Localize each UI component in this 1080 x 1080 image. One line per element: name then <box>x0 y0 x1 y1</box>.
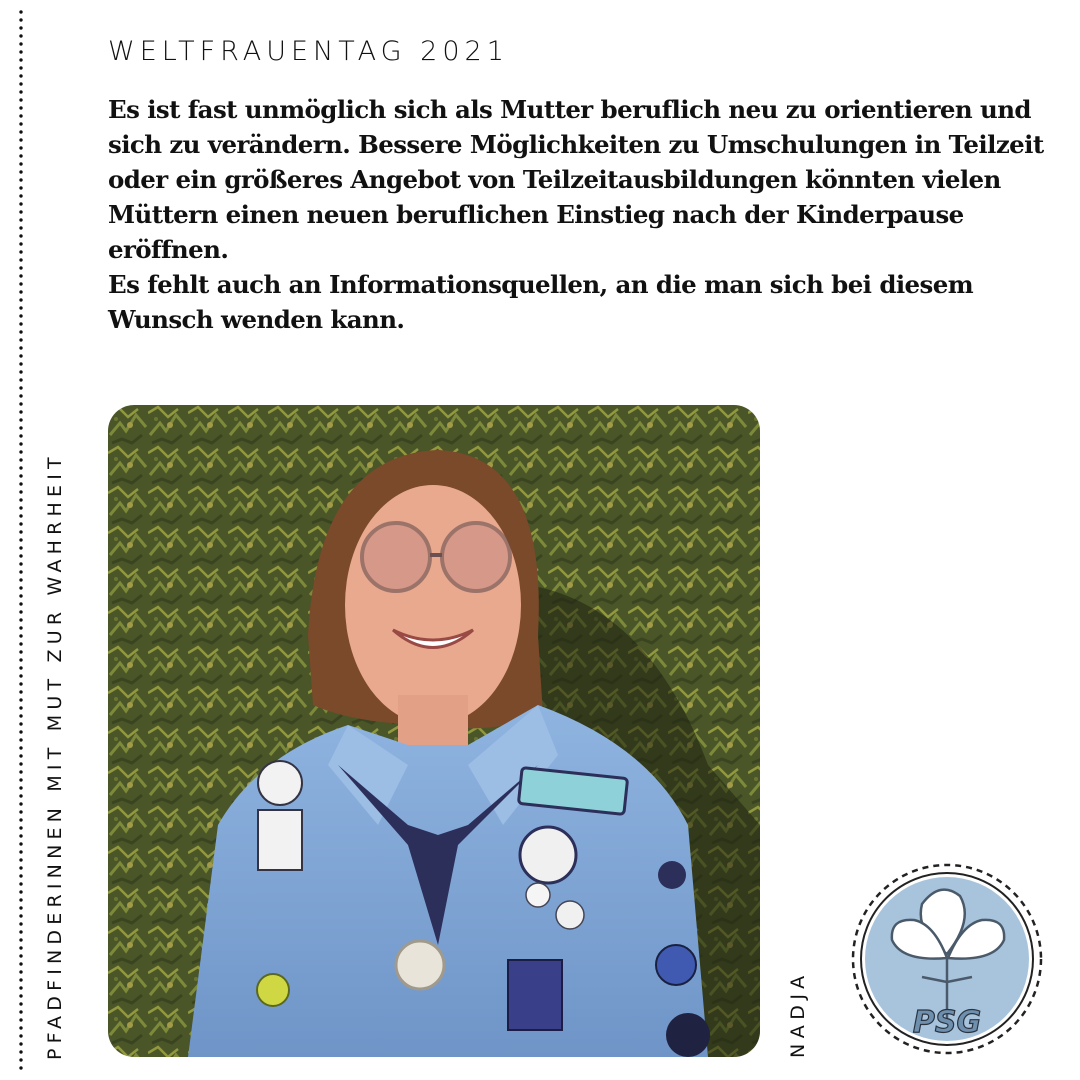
quote-paragraph: oder ein größeres Angebot von Teilzeitausbildungen könnten vielen Müttern einen neuen beruflichen Einstieg nach der Kinderpause eröffnen. <box>108 165 1001 264</box>
person-name: NADJA <box>787 970 809 1058</box>
quote-text <box>108 92 1068 337</box>
quote-paragraph: Es ist fast unmöglich sich als Mutter beruflich neu zu orientieren und sich zu verändern. Bessere Möglichkeiten zu Umschulungen in Teilzeit <box>108 95 1044 159</box>
dotted-border-divider <box>18 8 24 1074</box>
logo-text: PSG <box>912 1005 982 1040</box>
psg-logo <box>850 862 1044 1056</box>
quote-paragraph: Es fehlt auch an Informationsquellen, an die man sich bei diesem Wunsch wenden kann. <box>108 270 974 334</box>
portrait-photo <box>108 405 760 1057</box>
event-title: WELTFRAUENTAG 2021 <box>108 36 509 67</box>
vertical-tagline: PFADFINDERINNEN MIT MUT ZUR WAHRHEIT <box>44 452 66 1060</box>
